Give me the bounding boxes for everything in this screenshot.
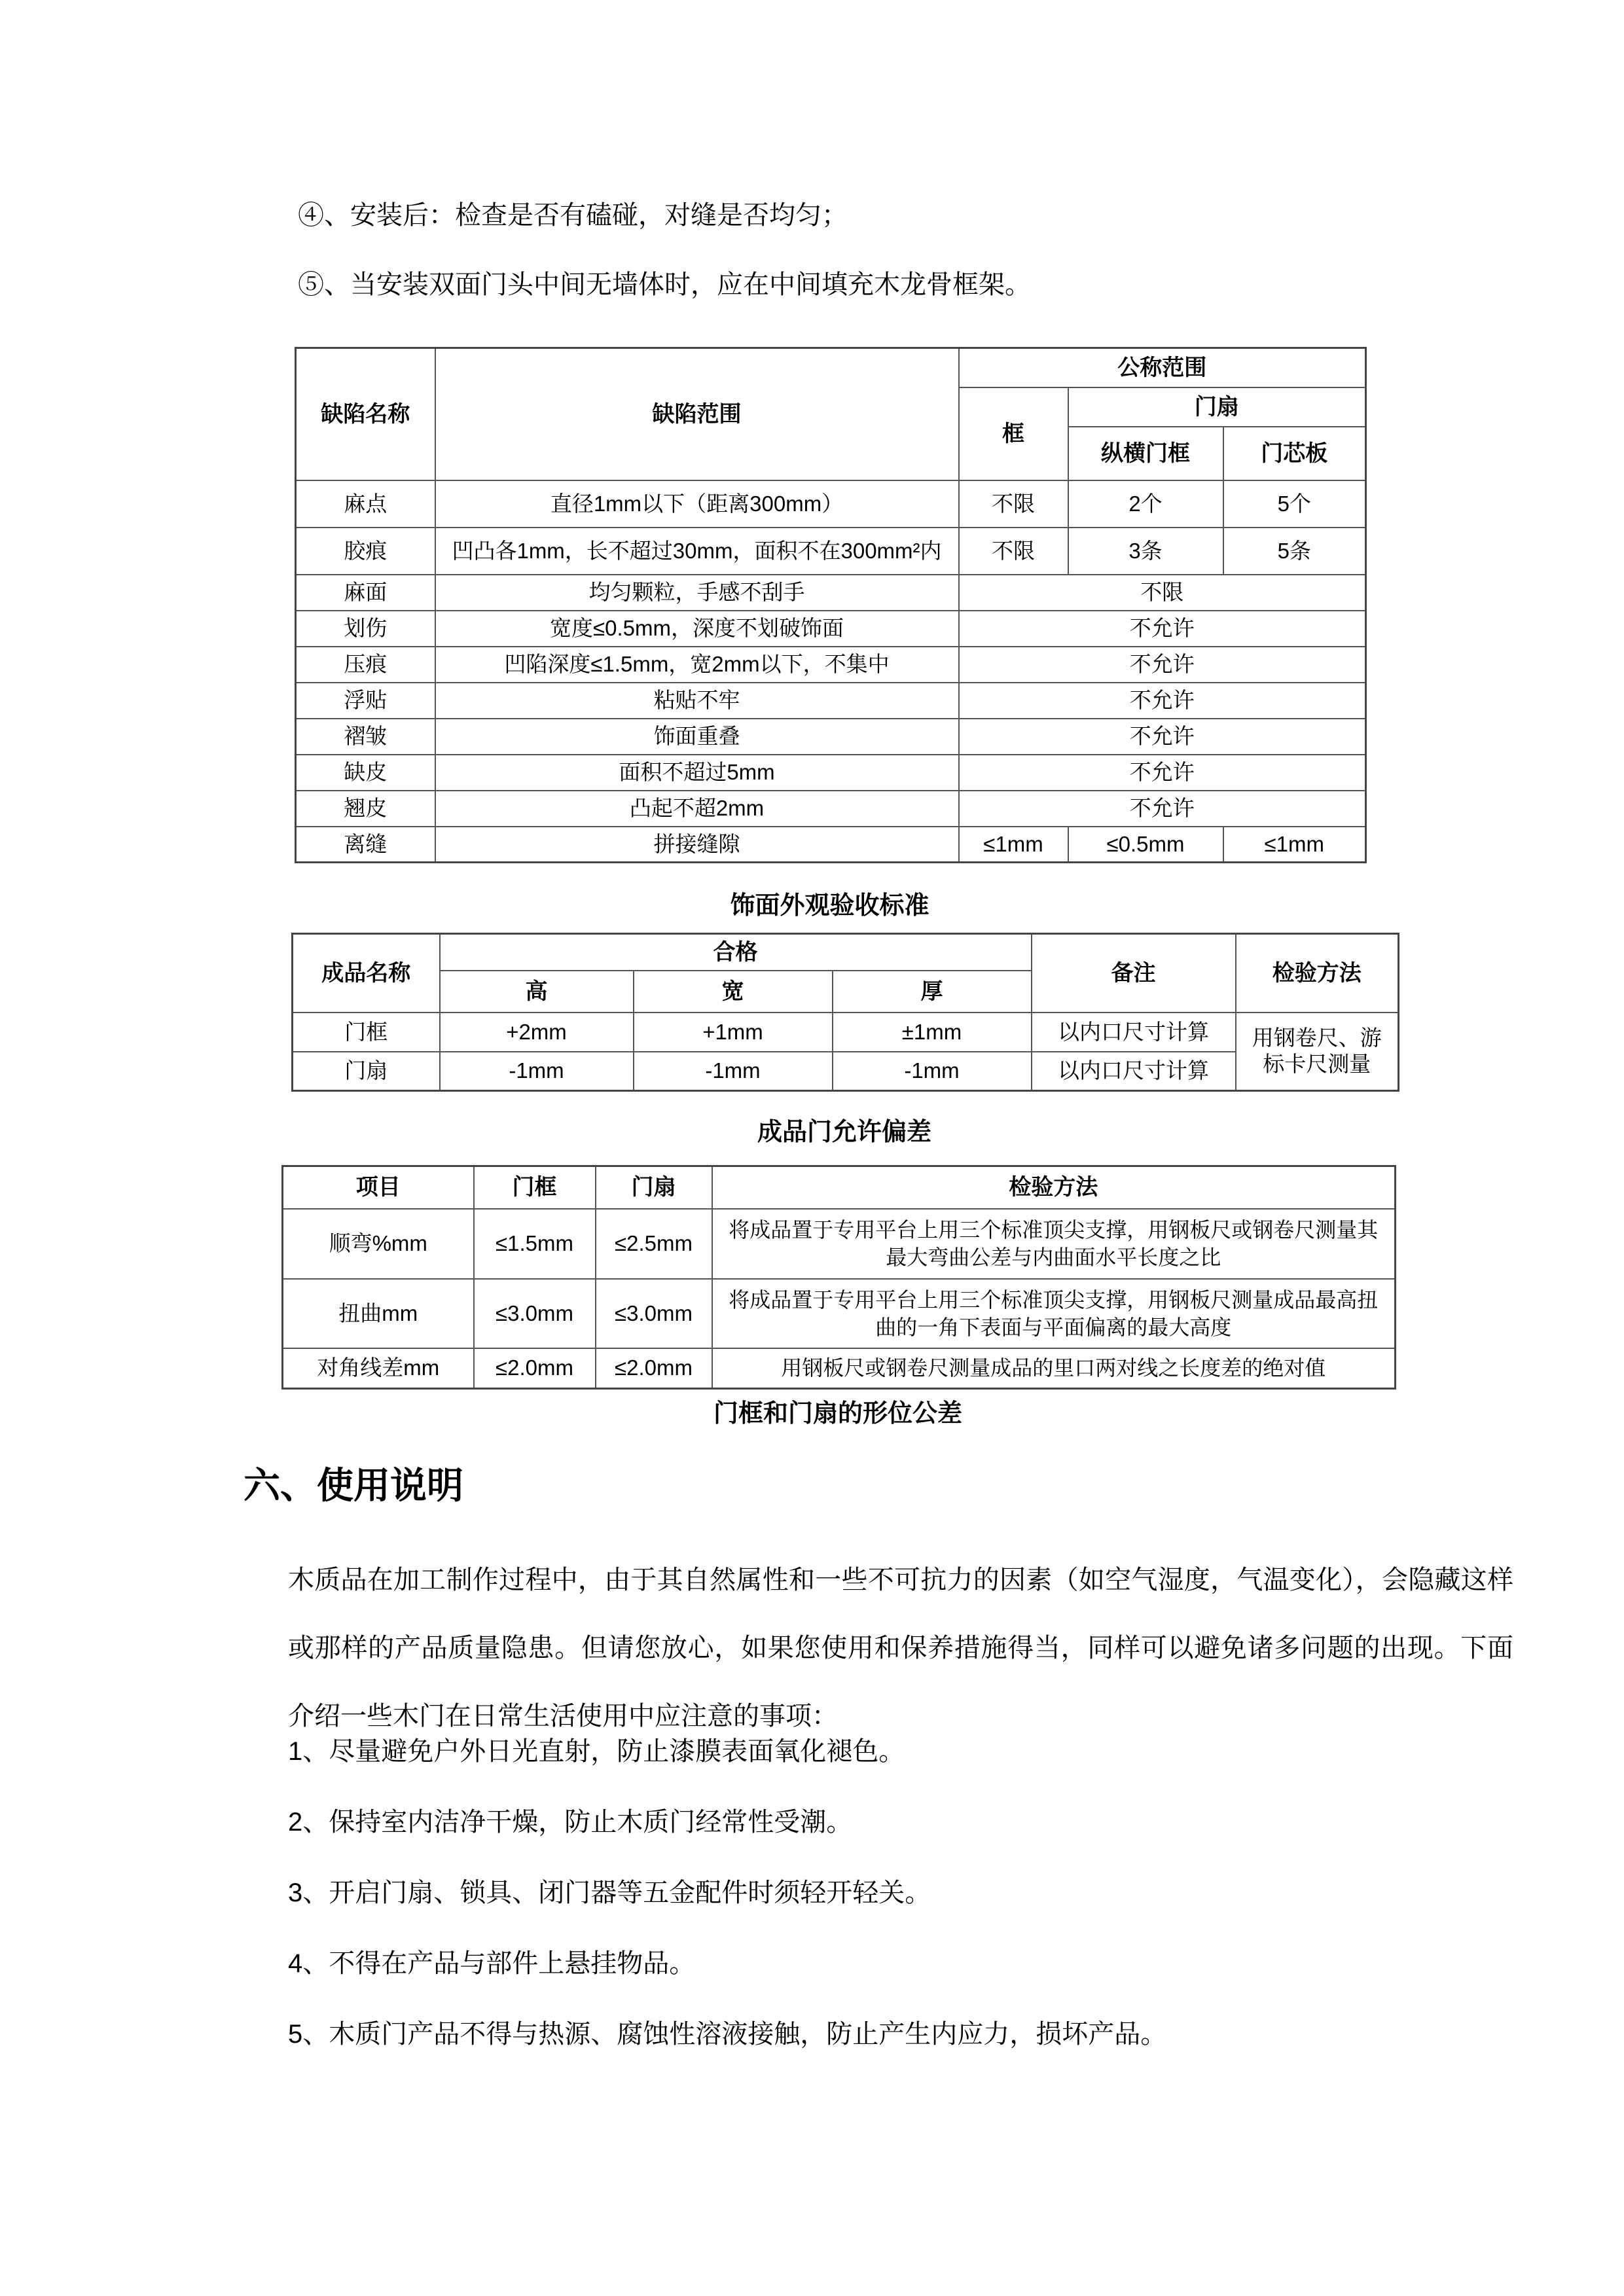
frame-value: ≤1mm bbox=[959, 827, 1068, 863]
header-height: 高 bbox=[440, 971, 634, 1013]
leaf-tolerance: ≤2.0mm bbox=[596, 1348, 712, 1389]
finished-door-deviation-grid bbox=[291, 933, 1399, 1092]
defect-range: 凹陷深度≤1.5mm，宽2mm以下，不集中 bbox=[435, 647, 959, 683]
defect-name: 压痕 bbox=[296, 647, 435, 683]
defect-name: 麻面 bbox=[296, 575, 435, 611]
height-value: -1mm bbox=[440, 1052, 634, 1091]
table-row bbox=[283, 1279, 1396, 1348]
usage-item-2: 2、保持室内洁净干燥，防止木质门经常性受潮。 bbox=[288, 1808, 853, 1837]
geometric-tolerance-table bbox=[281, 1165, 1394, 1390]
install-note-4: ④、安装后：检查是否有磕碰，对缝是否均匀； bbox=[298, 201, 848, 230]
all-columns-value: 不允许 bbox=[959, 683, 1366, 719]
stile-value: ≤0.5mm bbox=[1068, 827, 1223, 863]
header-remark: 备注 bbox=[1032, 934, 1236, 1013]
defect-range: 粘贴不牢 bbox=[435, 683, 959, 719]
defect-acceptance-table bbox=[295, 347, 1365, 863]
usage-item-1: 1、尽量避免户外日光直射，防止漆膜表面氧化褪色。 bbox=[288, 1737, 905, 1766]
usage-item-3: 3、开启门扇、锁具、闭门器等五金配件时须轻开轻关。 bbox=[288, 1878, 931, 1907]
frame-value: 不限 bbox=[959, 480, 1068, 528]
usage-item-4: 4、不得在产品与部件上悬挂物品。 bbox=[288, 1949, 696, 1978]
defect-name: 缺皮 bbox=[296, 755, 435, 791]
install-notes bbox=[298, 200, 1031, 338]
leaf-tolerance: ≤2.5mm bbox=[596, 1209, 712, 1279]
thickness-value: ±1mm bbox=[833, 1013, 1032, 1052]
width-value: -1mm bbox=[634, 1052, 833, 1091]
deviation-table-caption: 成品门允许偏差 bbox=[757, 1119, 931, 1146]
defect-name: 麻点 bbox=[296, 480, 435, 528]
table-row bbox=[296, 755, 1366, 791]
install-note-5: ⑤、当安装双面门头中间无墙体时，应在中间填充木龙骨框架。 bbox=[298, 270, 1031, 299]
defect-name: 离缝 bbox=[296, 827, 435, 863]
header-door-leaf: 门扇 bbox=[1068, 387, 1366, 427]
all-columns-value: 不允许 bbox=[959, 647, 1366, 683]
method-description: 将成品置于专用平台上用三个标准顶尖支撑，用钢板尺测量成品最高扭曲的一角下表面与平面偏离的最大高度 bbox=[712, 1279, 1396, 1348]
core-value: 5条 bbox=[1223, 528, 1366, 575]
defect-range: 凹凸各1mm，长不超过30mm，面积不在300mm²内 bbox=[435, 528, 959, 575]
defect-range: 直径1mm以下（距离300mm） bbox=[435, 480, 959, 528]
stile-value: 2个 bbox=[1068, 480, 1223, 528]
usage-item-5: 5、木质门产品不得与热源、腐蚀性溶液接触，防止产生内应力，损坏产品。 bbox=[288, 2020, 1167, 2049]
method-value: 用钢卷尺、游标卡尺测量 bbox=[1236, 1013, 1399, 1091]
table-row bbox=[296, 791, 1366, 827]
frame-tolerance: ≤3.0mm bbox=[474, 1279, 596, 1348]
defect-range: 面积不超过5mm bbox=[435, 755, 959, 791]
table-row bbox=[296, 683, 1366, 719]
defect-name: 浮贴 bbox=[296, 683, 435, 719]
table-row bbox=[296, 647, 1366, 683]
core-value: ≤1mm bbox=[1223, 827, 1366, 863]
header-method: 检验方法 bbox=[712, 1166, 1396, 1209]
header-thickness: 厚 bbox=[833, 971, 1032, 1013]
table-row bbox=[296, 528, 1366, 575]
header-width: 宽 bbox=[634, 971, 833, 1013]
product-name: 门框 bbox=[293, 1013, 440, 1052]
usage-instruction-list bbox=[288, 1736, 1166, 2089]
remark-value: 以内口尺寸计算 bbox=[1032, 1052, 1236, 1091]
defect-name: 褶皱 bbox=[296, 719, 435, 755]
defect-range: 拼接缝隙 bbox=[435, 827, 959, 863]
frame-tolerance: ≤2.0mm bbox=[474, 1348, 596, 1389]
all-columns-value: 不允许 bbox=[959, 611, 1366, 647]
frame-tolerance: ≤1.5mm bbox=[474, 1209, 596, 1279]
header-qualified: 合格 bbox=[440, 934, 1032, 971]
defect-name: 翘皮 bbox=[296, 791, 435, 827]
tolerance-table-caption: 门框和门扇的形位公差 bbox=[713, 1400, 962, 1427]
defect-table-caption: 饰面外观验收标准 bbox=[730, 892, 929, 920]
table-row bbox=[296, 827, 1366, 863]
product-name: 门扇 bbox=[293, 1052, 440, 1091]
defect-range: 饰面重叠 bbox=[435, 719, 959, 755]
table-row bbox=[296, 719, 1366, 755]
section-paragraph: 木质品在加工制作过程中，由于其自然属性和一些不可抗力的因素（如空气湿度，气温变化），会隐藏这样或那样的产品质量隐患。但请您放心，如果您使用和保养措施得当，同样可以避免诸多问题的出现。下面介绍一些木门在日常生活使用中应注意的事项： bbox=[288, 1566, 1513, 1731]
header-core-board: 门芯板 bbox=[1223, 427, 1366, 480]
finished-door-deviation-table bbox=[291, 933, 1398, 1092]
header-product-name: 成品名称 bbox=[293, 934, 440, 1013]
all-columns-value: 不允许 bbox=[959, 719, 1366, 755]
header-frame: 框 bbox=[959, 387, 1068, 480]
stile-value: 3条 bbox=[1068, 528, 1223, 575]
header-defect-range: 缺陷范围 bbox=[435, 348, 959, 480]
header-nominal-range: 公称范围 bbox=[959, 348, 1366, 387]
method-description: 用钢板尺或钢卷尺测量成品的里口两对线之长度差的绝对值 bbox=[712, 1348, 1396, 1389]
header-method: 检验方法 bbox=[1236, 934, 1399, 1013]
item-name: 顺弯%mm bbox=[283, 1209, 474, 1279]
item-name: 扭曲mm bbox=[283, 1279, 474, 1348]
geometric-tolerance-grid bbox=[281, 1165, 1396, 1390]
table-row bbox=[283, 1348, 1396, 1389]
table-row bbox=[296, 480, 1366, 528]
all-columns-value: 不允许 bbox=[959, 755, 1366, 791]
defect-range: 宽度≤0.5mm，深度不划破饰面 bbox=[435, 611, 959, 647]
frame-value: 不限 bbox=[959, 528, 1068, 575]
header-item: 项目 bbox=[283, 1166, 474, 1209]
defect-name: 胶痕 bbox=[296, 528, 435, 575]
table-row bbox=[283, 1209, 1396, 1279]
thickness-value: -1mm bbox=[833, 1052, 1032, 1091]
all-columns-value: 不允许 bbox=[959, 791, 1366, 827]
table-row bbox=[293, 1052, 1399, 1091]
height-value: +2mm bbox=[440, 1013, 634, 1052]
width-value: +1mm bbox=[634, 1013, 833, 1052]
defect-range: 凸起不超2mm bbox=[435, 791, 959, 827]
header-defect-name: 缺陷名称 bbox=[296, 348, 435, 480]
defect-acceptance-table-grid bbox=[295, 347, 1367, 863]
section-heading: 六、使用说明 bbox=[244, 1465, 463, 1506]
table-row bbox=[296, 575, 1366, 611]
table-row bbox=[296, 611, 1366, 647]
defect-range: 均匀颗粒，手感不刮手 bbox=[435, 575, 959, 611]
leaf-tolerance: ≤3.0mm bbox=[596, 1279, 712, 1348]
method-description: 将成品置于专用平台上用三个标准顶尖支撑，用钢板尺或钢卷尺测量其最大弯曲公差与内曲面水平长度之比 bbox=[712, 1209, 1396, 1279]
remark-value: 以内口尺寸计算 bbox=[1032, 1013, 1236, 1052]
defect-name: 划伤 bbox=[296, 611, 435, 647]
header-stile-rail: 纵横门框 bbox=[1068, 427, 1223, 480]
header-frame: 门框 bbox=[474, 1166, 596, 1209]
item-name: 对角线差mm bbox=[283, 1348, 474, 1389]
table-row bbox=[293, 1013, 1399, 1052]
header-leaf: 门扇 bbox=[596, 1166, 712, 1209]
core-value: 5个 bbox=[1223, 480, 1366, 528]
all-columns-value: 不限 bbox=[959, 575, 1366, 611]
